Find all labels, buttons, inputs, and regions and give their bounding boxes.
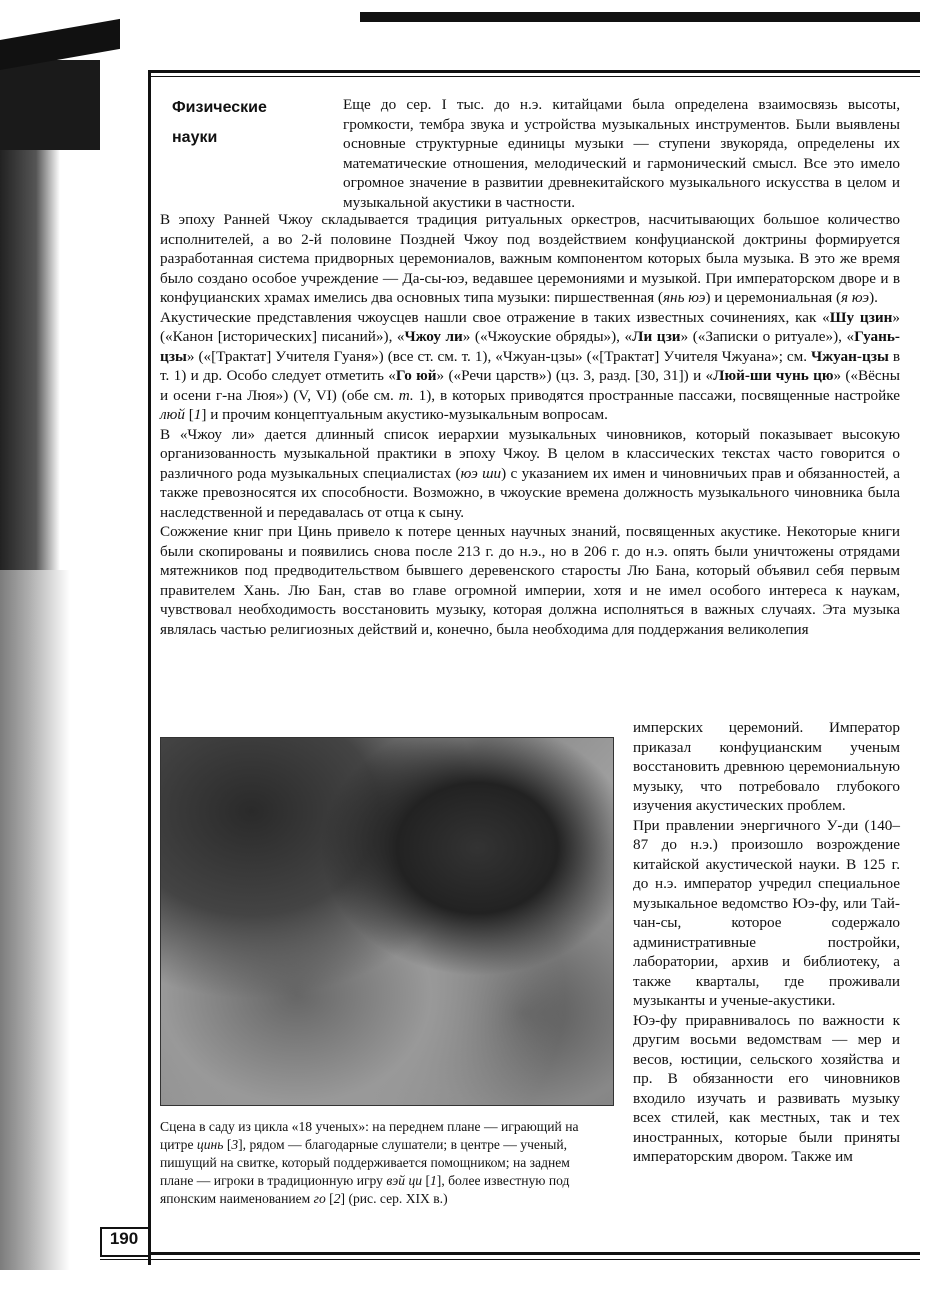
top-rule	[360, 12, 920, 22]
paragraph-acoustic-ideas: Акустические представления чжоусцев нашли свое отражение в таких известных сочинениях, как «Шу цзин» («Канон [исторических] писаний»), «Чжоу ли» («Чжоуские обряды»), «Ли цзи» («Записки о ритуале»), «Гуань-цзы» («[Трактат] Учителя Гуаня») (все ст. см. т. 1), «Чжуан-цзы» («[Трактат] Учителя Чжуана»; см. Чжуан-цзы в т. 1) и др. Особо следует отметить «Го юй» («Речи царств») (цз. 3, разд. [30, 31]) и «Люй-ши чунь цю» («Вёсны и осени г-на Люя») (V, VI) (обе см. т. 1), в которых приводятся пространные пассажи, посвященные настройке люй [1] и прочим концептуальным акустико-музыкальным вопросам.	[160, 308, 900, 423]
link-guan-zi: Гуань-цзы	[160, 328, 900, 365]
term-ya-yue: я юэ	[841, 289, 870, 306]
painting-image	[160, 737, 614, 1106]
paragraph-wu-di: При правлении энергичного У-ди (140–87 до н.э.) произошло возрождение китайской акустической науки. В 125 г. до н.э. император учредил специальное музыкальное ведомство Юэ-фу, или Тай-чан-сы, которое содержало административные постройки, лаборатории, архив и библиотеку, а также кварталы, где проживали музыканты и ученые-акустики.	[633, 816, 900, 1009]
scan-shadow-left-lower	[0, 570, 70, 1270]
paragraph-yue-fu: Юэ-фу приравнивалось по важности к другим восьми ведомствам — мер и весов, юстиции, сельского хозяйства и пр. В обязанности его чиновников входило изучать и развивать музыку всех стилей, как местных, так и тех иностранных, которые были приняты императорским двором. Также им	[633, 1011, 900, 1165]
section-heading-line1: Физические	[172, 99, 267, 116]
link-lushi-chunqiu: Люй-ши чунь цю	[713, 367, 834, 384]
paragraph-book-burning: Сожжение книг при Цинь привело к потере ценных научных знаний, посвященных акустике. Некоторые книги были скопированы и появились снова после 213 г. до н.э., но в 206 г. до н.э. опять были уничтожены отрядами мятежников под предводительством бывшего деревенского старосты Лю Бана, который объявил себя первым правителем Хань. Лю Бан, став во главе огромной империи, хотя и не имел особого интереса к наукам, чувствовал необходимость восстановить музыку, которая должна исполняться в важных случаях. Эта музыка являлась частью религиозных действий и, конечно, была необходима для поддержания великолепия	[160, 523, 900, 638]
main-text	[160, 210, 900, 639]
frame-bottom-rule	[100, 1252, 920, 1255]
link-guo-yu: Го юй	[395, 367, 437, 384]
term-yue-shi: юэ ши	[460, 464, 502, 482]
link-li-ji: Ли цзи	[632, 328, 681, 345]
link-zhuang-zi: Чжуан-цзы	[811, 347, 889, 365]
section-heading-line2: науки	[172, 129, 218, 146]
frame-bottom-thin-rule	[100, 1259, 920, 1260]
paragraph-ritual-orchestras: В эпоху Ранней Чжоу складывается традиция ритуальных оркестров, насчитывающих большое количество исполнителей, а во 2-й половине Поздней Чжоу под воздействием конфуцианской доктрины формируется разработанная система придворных церемониалов, важным компонентом которых была музыка. В это же время было создано особое учреждение — Да-сы-юэ, ведавшее церемониями и музыкой. При императорском дворе и в конфуцианских храмах имелись два основных типа музыки: пиршественная (янь юэ) и церемониальная (я юэ).	[160, 211, 900, 306]
page-number: 190	[109, 1229, 139, 1248]
link-shu-jing: Шу цзин	[829, 308, 893, 326]
paragraph-ceremonies-cont: имперских церемоний. Император приказал конфуцианским ученым восстановить древнюю церемониальную музыку, что потребовало глубокого изучения акустических проблем.	[633, 719, 900, 814]
frame-top-rule	[150, 70, 920, 73]
intro-paragraph: Еще до сер. I тыс. до н.э. китайцами была определена взаимосвязь высоты, громкости, тембра звука и устройства музыкальных инструментов. Были выявлены основные структурные единицы музыки — ступени звукоряда, определены их математические отношения, мелодический и гармонический смысл. Все это имело огромное значение в развитии древнекитайского музыкального искусства в целом и музыкальной акустики в частности.	[343, 96, 900, 211]
term-lu: люй	[160, 406, 185, 423]
image-caption: Сцена в саду из цикла «18 ученых»: на переднем плане — играющий на цитре цинь [3], рядом — благодарные слушатели; в центре — ученый, пишущий на свитке, который поддерживается помощником; на заднем плане — игроки в традиционную игру вэй ци [1], более известную под японским наименованием го [2] (рис. сер. XIX в.)	[160, 1119, 579, 1206]
scan-shadow-left	[0, 150, 60, 570]
frame-top-thin-rule	[150, 76, 920, 77]
link-zhou-li: Чжоу ли	[404, 328, 463, 345]
term-yan-yue: янь юэ	[663, 289, 706, 306]
right-column-text	[633, 718, 900, 1167]
paragraph-officials: В «Чжоу ли» дается длинный список иерархии музыкальных чиновников, который показывает высокую организованность музыкальной практики в эпоху Чжоу. В целом в классических текстах часто говорится о различного рода музыкальных специалистах (юэ ши) с указанием их имен и чиновничьих прав и обязанностей, а также превозносятся их способности. Возможно, в чжоуские времена должность музыкального чиновника была наследственной и передавалась от отца к сыну.	[160, 425, 900, 521]
frame-left-rule	[148, 70, 151, 1265]
section-heading	[172, 93, 322, 153]
scan-mark-left	[0, 60, 100, 150]
